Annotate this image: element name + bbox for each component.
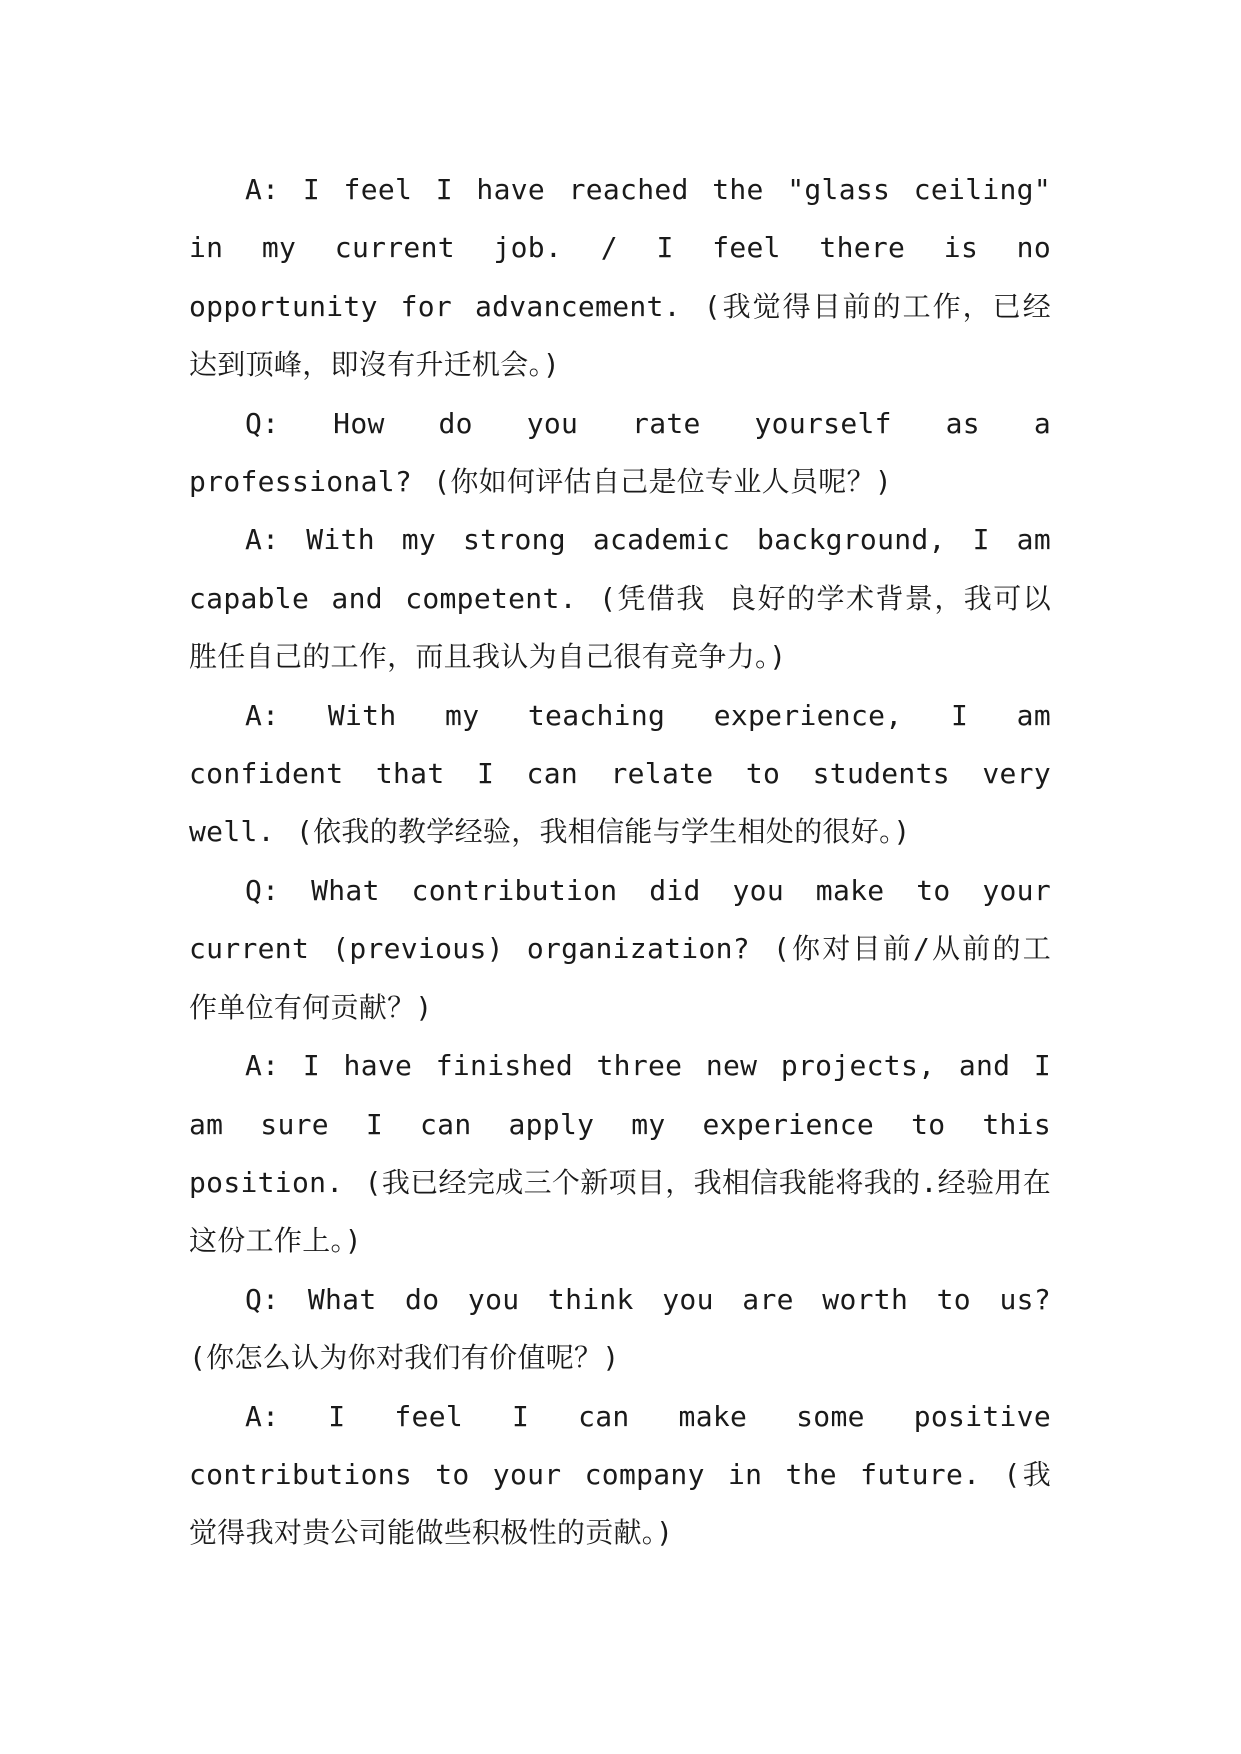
- question-paragraph: Q: How do you rate yourself as a professional? (你如何评估自己是位专业人员呢？): [189, 406, 1051, 499]
- question-paragraph: Q: What contribution did you make to your current (previous) organization? (你对目前/从前的工作单位有何贡献？): [189, 873, 1051, 1024]
- answer-paragraph: A: I have finished three new projects, and I am sure I can apply my experience to this position. (我已经完成三个新项目，我相信我能将我的.经验用在 这份工作上。): [189, 1049, 1051, 1258]
- answer-paragraph: A: With my teaching experience, I am confident that I can relate to students very well. (依我的教学经验，我相信能与学生相处的很好。): [189, 698, 1051, 849]
- document-body: [189, 161, 1051, 1563]
- answer-paragraph: A: With my strong academic background, I am capable and competent. (凭借我 良好的学术背景，我可以胜任自己的工作，而且我认为自己很有竞争力。): [189, 523, 1051, 674]
- answer-paragraph: A: I feel I can make some positive contributions to your company in the future. (我觉得我对贵公司能做些积极性的贡献。): [189, 1399, 1051, 1550]
- answer-paragraph: A: I feel I have reached the "glass ceiling" in my current job. / I feel there is no opportunity for advancement. (我觉得目前的工作，已经达到顶峰，即沒有升迁机会。): [189, 173, 1051, 382]
- question-paragraph: Q: What do you think you are worth to us? (你怎么认为你对我们有价值呢？): [189, 1282, 1051, 1375]
